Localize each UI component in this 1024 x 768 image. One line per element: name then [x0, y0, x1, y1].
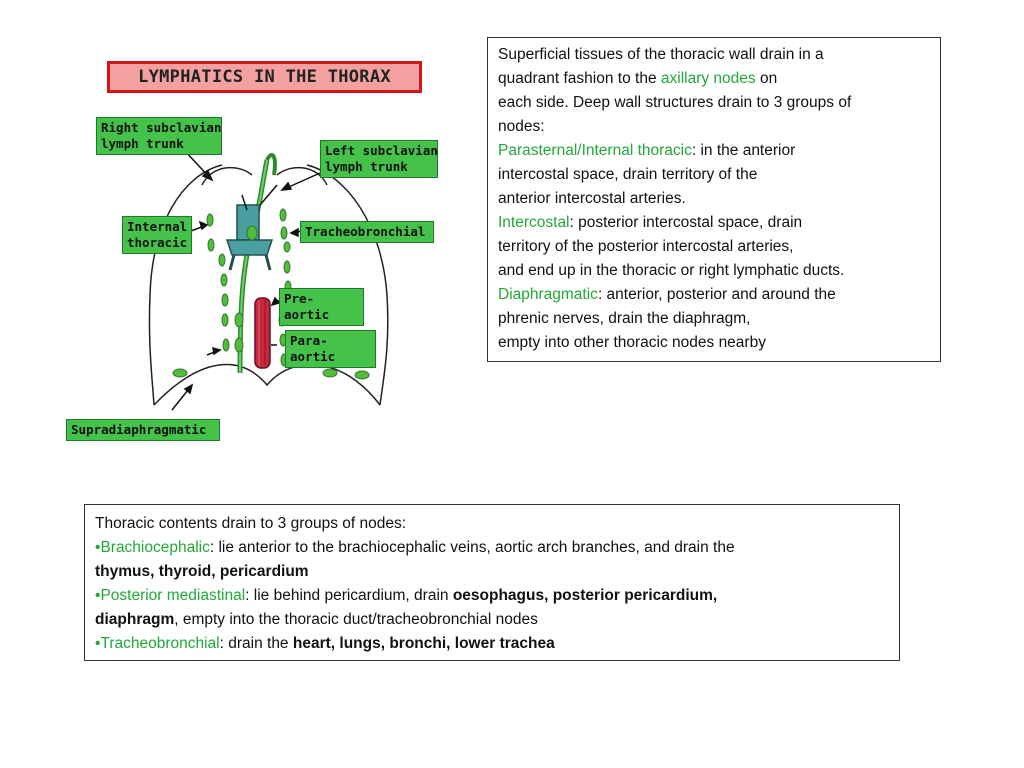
label-left-subclavian: Left subclavian lymph trunk	[320, 140, 438, 178]
thoracic-wall-drainage-box	[487, 37, 941, 362]
text-line: empty into other thoracic nodes nearby	[498, 334, 766, 351]
label-internal-thoracic: Internal thoracic	[122, 216, 192, 254]
thoracic-contents-drainage-box	[84, 504, 900, 661]
text-line: phrenic nerves, drain the diaphragm,	[498, 310, 751, 327]
aorta	[255, 298, 270, 368]
term-posterior-mediastinal: Posterior mediastinal	[100, 587, 246, 604]
label-pre-aortic: Pre-aortic	[279, 288, 364, 326]
term-diaphragmatic: Diaphragmatic	[498, 286, 598, 303]
label-right-subclavian: Right subclavian lymph trunk	[96, 117, 222, 155]
term-axillary-nodes: axillary nodes	[660, 70, 756, 87]
diaphragm-line	[154, 365, 380, 405]
thorax-illustration	[62, 55, 452, 455]
term-brachiocephalic: Brachiocephalic	[100, 539, 210, 556]
bullet-posterior-mediastinal: •Posterior mediastinal: lie behind pericardium, drain oesophagus, posterior pericardium,	[95, 587, 718, 604]
label-tracheobronchial: Tracheobronchial	[300, 221, 434, 243]
term-parasternal: Parasternal/Internal thoracic	[498, 142, 692, 159]
text-line: Thoracic contents drain to 3 groups of nodes:	[95, 515, 407, 532]
diagram-title: LYMPHATICS IN THE THORAX	[107, 61, 422, 93]
label-para-aortic: Para-aortic	[285, 330, 376, 368]
text-line: and end up in the thoracic or right lymphatic ducts.	[498, 262, 845, 279]
text-line: diaphragm, empty into the thoracic duct/tracheobronchial nodes	[95, 611, 538, 628]
bullet-tracheobronchial: •Tracheobronchial: drain the heart, lungs, bronchi, lower trachea	[95, 635, 555, 652]
lymphatics-diagram	[62, 55, 452, 455]
text-line: Diaphragmatic: anterior, posterior and around the	[498, 286, 836, 303]
text-line: Superficial tissues of the thoracic wall drain in a	[498, 46, 824, 63]
bullet-brachiocephalic: •Brachiocephalic: lie anterior to the brachiocephalic veins, aortic arch branches, and drain the	[95, 539, 735, 556]
text-line: anterior intercostal arteries.	[498, 190, 686, 207]
term-intercostal: Intercostal	[498, 214, 570, 231]
label-supradiaphragmatic: Supradiaphragmatic	[66, 419, 220, 441]
text-line: quadrant fashion to the axillary nodes on	[498, 70, 778, 87]
text-line: Parasternal/Internal thoracic: in the anterior	[498, 142, 796, 159]
term-tracheobronchial: Tracheobronchial	[100, 635, 220, 652]
text-line: thymus, thyroid, pericardium	[95, 563, 309, 580]
thorax-outline	[149, 165, 222, 405]
thorax-outline-right	[307, 165, 388, 405]
text-line: intercostal space, drain territory of the	[498, 166, 758, 183]
text-line: Intercostal: posterior intercostal space, drain	[498, 214, 803, 231]
text-line: nodes:	[498, 118, 545, 135]
text-line: territory of the posterior intercostal arteries,	[498, 238, 794, 255]
text-line: each side. Deep wall structures drain to 3 groups of	[498, 94, 852, 111]
